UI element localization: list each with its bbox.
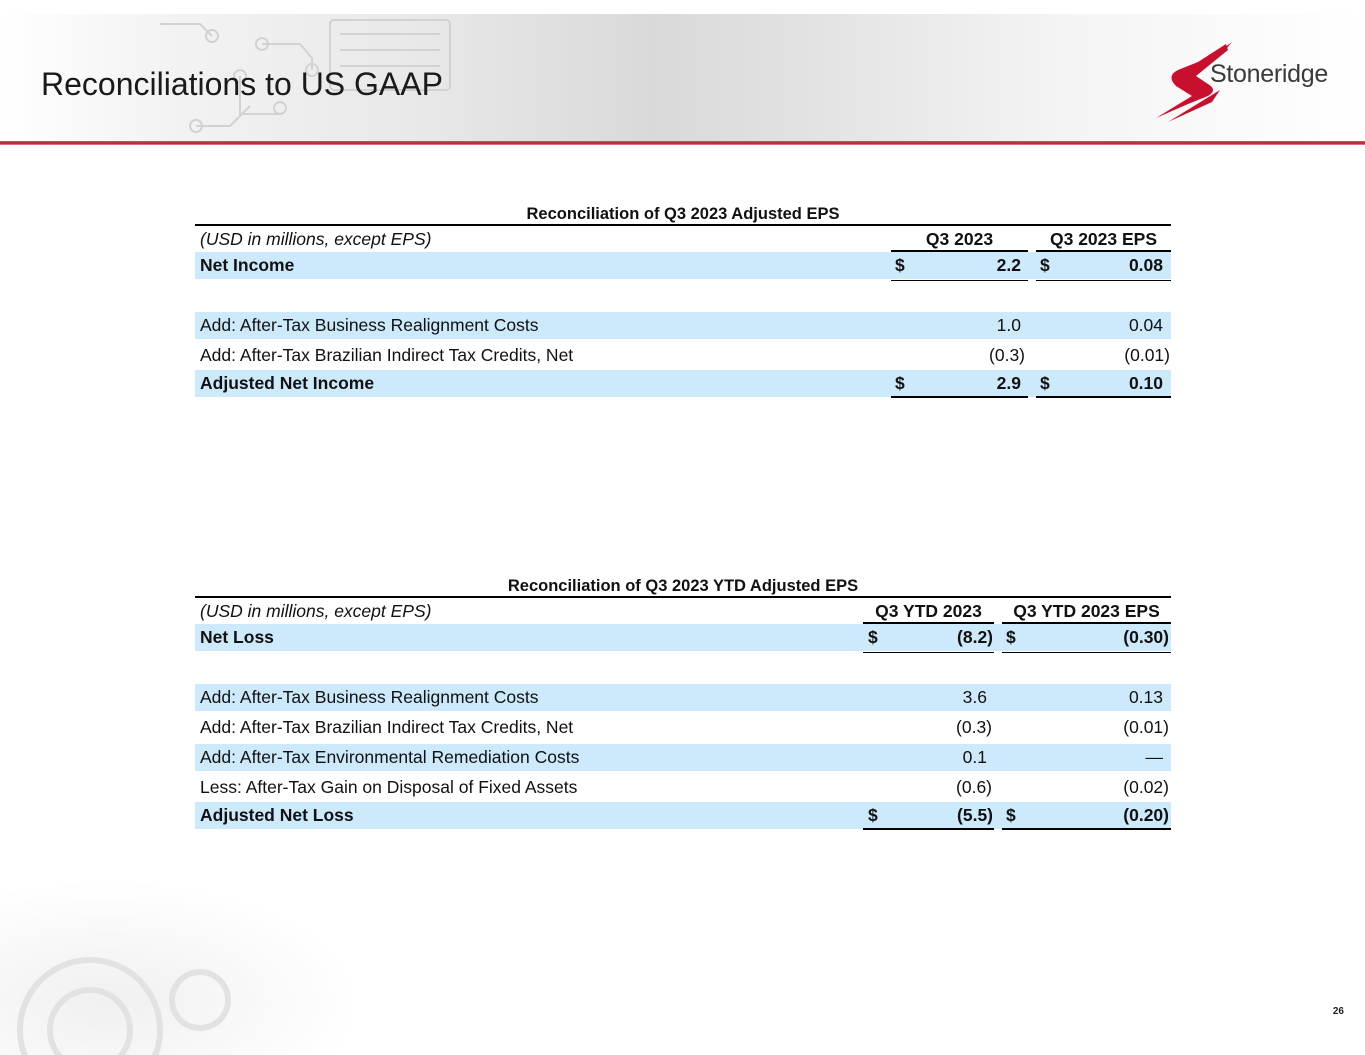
table-row (195, 714, 1171, 741)
table-title: Reconciliation of Q3 2023 Adjusted EPS (195, 202, 1171, 226)
value-eps: (0.20) (1123, 805, 1169, 825)
table-row (195, 252, 1171, 279)
currency-symbol: $ (895, 373, 905, 393)
cell-rule (1036, 342, 1171, 369)
table-header-row (195, 598, 1171, 624)
blank-row (195, 282, 1171, 309)
currency-symbol: $ (1006, 805, 1016, 825)
units-label: (USD in millions, except EPS) (200, 601, 432, 621)
wheel-watermark-graphic (0, 880, 360, 1055)
currency-symbol: $ (895, 255, 905, 275)
currency-symbol: $ (1006, 627, 1016, 647)
table-row (195, 744, 1171, 771)
column-header-q3-ytd-2023-eps: Q3 YTD 2023 EPS (1002, 598, 1171, 624)
row-label: Net Loss (200, 627, 274, 647)
cell-rule (1002, 774, 1171, 801)
value-eps: (0.30) (1123, 627, 1169, 647)
page-title: Reconciliations to US GAAP (41, 66, 443, 102)
value-eps: (0.02) (1123, 777, 1169, 797)
currency-symbol: $ (868, 627, 878, 647)
value-ytd: 0.1 (962, 747, 987, 767)
header-accent-rule (0, 141, 1365, 145)
currency-symbol: $ (1040, 255, 1050, 275)
column-header-q3-ytd-2023: Q3 YTD 2023 (863, 598, 994, 624)
value-q3: 2.9 (996, 373, 1021, 393)
logo-wordmark: Stoneridge (1210, 60, 1328, 88)
value-ytd: 3.6 (962, 687, 987, 707)
table-header-row (195, 226, 1171, 252)
value-eps: 0.10 (1128, 373, 1163, 393)
value-ytd: (8.2) (957, 627, 993, 647)
q3-ytd-adjusted-eps-table (195, 574, 1171, 829)
column-header-q3-2023-eps: Q3 2023 EPS (1036, 226, 1171, 252)
row-label: Adjusted Net Income (200, 373, 375, 393)
q3-adjusted-eps-table (195, 202, 1171, 397)
table-row (195, 684, 1171, 711)
value-q3: 2.2 (996, 255, 1021, 275)
value-ytd: (5.5) (957, 805, 993, 825)
table-title: Reconciliation of Q3 2023 YTD Adjusted EPS (195, 574, 1171, 598)
value-eps: 0.08 (1128, 255, 1163, 275)
row-label: Net Income (200, 255, 295, 275)
row-label: Add: After-Tax Brazilian Indirect Tax Credits, Net (200, 345, 574, 365)
table-row (195, 370, 1171, 397)
row-label: Add: After-Tax Environmental Remediation Costs (200, 747, 580, 767)
table-row (195, 624, 1171, 651)
table-row (195, 312, 1171, 339)
cell-rule (863, 774, 994, 801)
page-number: 26 (1332, 1006, 1344, 1017)
table-row (195, 342, 1171, 369)
cell-rule (891, 342, 1028, 369)
row-label: Less: After-Tax Gain on Disposal of Fixed Assets (200, 777, 578, 797)
value-eps: (0.01) (1123, 717, 1169, 737)
row-label: Add: After-Tax Brazilian Indirect Tax Credits, Net (200, 717, 574, 737)
row-label: Adjusted Net Loss (200, 805, 354, 825)
table-row (195, 774, 1171, 801)
units-label: (USD in millions, except EPS) (200, 229, 432, 249)
value-eps: (0.01) (1124, 345, 1170, 365)
value-ytd: (0.6) (956, 777, 992, 797)
row-label: Add: After-Tax Business Realignment Costs (200, 687, 539, 707)
value-eps: 0.13 (1128, 687, 1163, 707)
value-q3: 1.0 (996, 315, 1021, 335)
value-eps: 0.04 (1128, 315, 1163, 335)
blank-row (195, 654, 1171, 681)
row-label: Add: After-Tax Business Realignment Costs (200, 315, 539, 335)
value-ytd: (0.3) (956, 717, 992, 737)
currency-symbol: $ (1040, 373, 1050, 393)
column-header-q3-2023: Q3 2023 (891, 226, 1028, 252)
currency-symbol: $ (868, 805, 878, 825)
value-eps: — (1145, 747, 1163, 767)
value-q3: (0.3) (989, 345, 1025, 365)
table-row (195, 802, 1171, 829)
